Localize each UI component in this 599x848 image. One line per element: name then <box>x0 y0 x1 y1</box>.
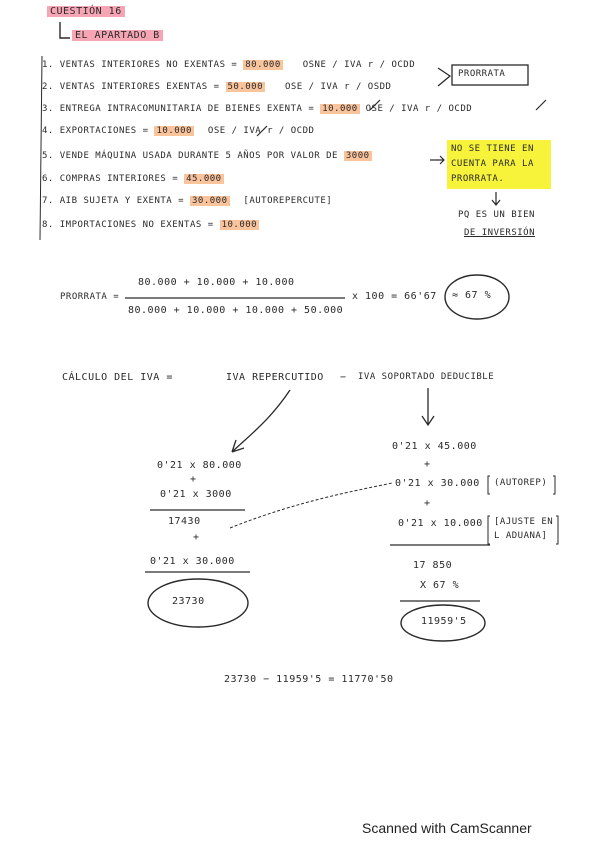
calc-repercutido: IVA REPERCUTIDO <box>226 372 324 383</box>
operation-item: 6. COMPRAS INTERIORES = 45.000 <box>42 174 222 184</box>
operation-item: 5. VENDE MÁQUINA USADA DURANTE 5 AÑOS POR VALOR DE 3000 <box>42 151 370 161</box>
operation-item: 2. VENTAS INTERIORES EXENTAS = 50.000 OSE / IVA r / OSDD <box>42 82 392 92</box>
left-calc-plus2: + <box>193 532 200 543</box>
prorrata-result: ≈ 67 % <box>452 290 492 301</box>
prorrata-denominator: 80.000 + 10.000 + 10.000 + 50.000 <box>128 305 344 316</box>
right-calc-line4: 17 850 <box>413 560 453 571</box>
right-calc-plus2: + <box>424 498 431 509</box>
operation-item: 3. ENTREGA INTRACOMUNITARIA DE BIENES EXENTA = 10.000 OSE / IVA r / OCDD <box>42 104 473 114</box>
prorrata-numerator: 80.000 + 10.000 + 10.000 <box>138 277 295 288</box>
calc-label: CÁLCULO DEL IVA = <box>62 372 173 383</box>
left-calc-plus1: + <box>190 474 197 485</box>
highlight-note: NO SE TIENE EN CUENTA PARA LA PRORRATA. <box>447 140 551 189</box>
left-calc-line2: 0'21 x 3000 <box>160 489 232 500</box>
header-bracket <box>60 22 70 38</box>
right-calc-line5: X 67 % <box>420 580 460 591</box>
note-below-line1: PQ ES UN BIEN <box>458 210 535 220</box>
left-calc-result: 23730 <box>172 596 205 607</box>
header-subtitle: EL APARTADO B <box>72 30 163 41</box>
camscanner-footer: Scanned with CamScanner <box>362 820 532 836</box>
left-calc-line3: 17430 <box>168 516 201 527</box>
prorrata-box: PRORRATA <box>458 69 506 79</box>
link-line <box>230 483 392 528</box>
operation-item: 4. EXPORTACIONES = 10.000 OSE / IVA r / OCDD <box>42 126 315 136</box>
arrow-right-calc <box>422 388 434 425</box>
left-calc-line4: 0'21 x 30.000 <box>150 556 235 567</box>
right-calc-note2: (AUTOREP) <box>494 478 548 488</box>
arrow-down-note <box>492 192 500 205</box>
right-calc-result: 11959'5 <box>421 616 467 627</box>
right-calc-note3b: L ADUANA] <box>494 531 548 541</box>
arrow-left-calc <box>232 390 290 452</box>
operation-item: 7. AIB SUJETA Y EXENTA = 30.000 [AUTOREPERCUTE] <box>42 196 333 206</box>
prorrata-multiplier: x 100 = 66'67 <box>352 291 437 302</box>
right-calc-note3a: [AJUSTE EN <box>494 517 554 527</box>
final-result-line: 23730 − 11959'5 = 11770'50 <box>224 674 394 685</box>
right-calc-line1: 0'21 x 45.000 <box>392 441 477 452</box>
operation-item: 8. IMPORTACIONES NO EXENTAS = 10.000 <box>42 220 258 230</box>
header-title: CUESTIÓN 16 <box>47 6 125 17</box>
right-calc-plus1: + <box>424 459 431 470</box>
right-calc-line2: 0'21 x 30.000 <box>395 478 480 489</box>
prorrata-label: PRORRATA = <box>60 292 120 302</box>
left-calc-line1: 0'21 x 80.000 <box>157 460 242 471</box>
right-calc-line3: 0'21 x 10.000 <box>398 518 483 529</box>
calc-soportado: IVA SOPORTADO DEDUCIBLE <box>358 372 495 382</box>
prorrata-brace <box>438 68 450 86</box>
note-below-line2: DE INVERSIÓN <box>464 228 536 238</box>
operation-item: 1. VENTAS INTERIORES NO EXENTAS = 80.000 OSNE / IVA r / OCDD <box>42 60 416 70</box>
calc-minus: − <box>340 372 347 383</box>
arrow-to-note <box>430 156 444 164</box>
